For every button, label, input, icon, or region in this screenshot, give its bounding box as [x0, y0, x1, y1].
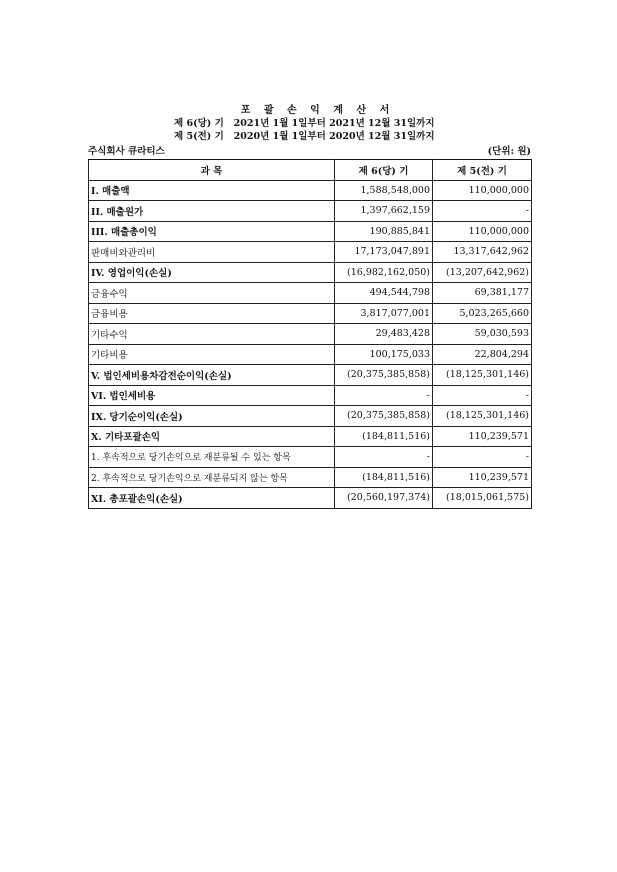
table-row — [89, 262, 532, 283]
row-prior-value: 59,030,593 — [433, 324, 532, 345]
table-row — [89, 180, 532, 201]
header-prior: 제 5(전) 기 — [433, 160, 532, 181]
table-row — [89, 406, 532, 427]
table-row — [89, 344, 532, 365]
row-item: VI. 법인세비용 — [89, 385, 335, 406]
row-current-value: 29,483,428 — [335, 324, 433, 345]
row-current-value: 494,544,798 — [335, 283, 433, 304]
period-current: 제 6(당) 기 2021년 1월 1일부터 2021년 12월 31일까지 — [174, 118, 435, 129]
row-current-value: 1,397,662,159 — [335, 201, 433, 222]
row-current-value: (184,811,516) — [335, 426, 433, 447]
table-row — [89, 283, 532, 304]
row-prior-value: 69,381,177 — [433, 283, 532, 304]
row-current-value: 3,817,077,001 — [335, 303, 433, 324]
row-current-value: (20,560,197,374) — [335, 488, 433, 509]
row-item: V. 법인세비용차감전순이익(손실) — [89, 365, 335, 386]
table-header-row — [89, 160, 532, 181]
row-item: 기타비용 — [89, 344, 335, 365]
row-current-value: (16,982,162,050) — [335, 262, 433, 283]
statement-title: 포 괄 손 익 계 산 서 — [240, 105, 395, 116]
row-current-value: 17,173,047,891 — [335, 242, 433, 263]
row-prior-value: 13,317,642,962 — [433, 242, 532, 263]
statement-document — [88, 104, 531, 509]
unit-label: (단위: 원) — [487, 146, 531, 157]
row-current-value: (20,375,385,858) — [335, 406, 433, 427]
row-prior-value: - — [433, 201, 532, 222]
row-prior-value: 110,239,571 — [433, 467, 532, 488]
company-name: 주식회사 큐라티스 — [88, 146, 165, 157]
row-prior-value: 22,804,294 — [433, 344, 532, 365]
row-current-value: 1,588,548,000 — [335, 180, 433, 201]
table-row — [89, 303, 532, 324]
row-item: I. 매출액 — [89, 180, 335, 201]
row-prior-value: 5,023,265,660 — [433, 303, 532, 324]
row-prior-value: (18,015,061,575) — [433, 488, 532, 509]
table-row — [89, 467, 532, 488]
row-item: II. 매출원가 — [89, 201, 335, 222]
table-row — [89, 385, 532, 406]
row-prior-value: 110,239,571 — [433, 426, 532, 447]
header-account: 과 목 — [89, 160, 335, 181]
table-row — [89, 324, 532, 345]
row-item: III. 매출총이익 — [89, 221, 335, 242]
row-prior-value: - — [433, 385, 532, 406]
row-current-value: 100,175,033 — [335, 344, 433, 365]
row-prior-value: (18,125,301,146) — [433, 365, 532, 386]
row-current-value: - — [335, 385, 433, 406]
row-prior-value: - — [433, 447, 532, 468]
row-prior-value: (18,125,301,146) — [433, 406, 532, 427]
table-row — [89, 221, 532, 242]
row-item: 금융수익 — [89, 283, 335, 304]
row-item: 기타수익 — [89, 324, 335, 345]
row-item: XI. 총포괄손익(손실) — [89, 488, 335, 509]
header-current: 제 6(당) 기 — [335, 160, 433, 181]
row-current-value: - — [335, 447, 433, 468]
table-row — [89, 365, 532, 386]
row-item: IX. 당기순이익(손실) — [89, 406, 335, 427]
table-row — [89, 242, 532, 263]
income-statement-table — [88, 159, 532, 509]
row-current-value: 190,885,841 — [335, 221, 433, 242]
row-item: 2. 후속적으로 당기손익으로 재분류되지 않는 항목 — [89, 467, 335, 488]
table-row — [89, 447, 532, 468]
row-item: X. 기타포괄손익 — [89, 426, 335, 447]
row-prior-value: (13,207,642,962) — [433, 262, 532, 283]
table-body — [89, 180, 532, 508]
row-item: 금융비용 — [89, 303, 335, 324]
period-prior: 제 5(전) 기 2020년 1월 1일부터 2020년 12월 31일까지 — [174, 131, 435, 142]
row-current-value: (20,375,385,858) — [335, 365, 433, 386]
row-prior-value: 110,000,000 — [433, 221, 532, 242]
table-row — [89, 426, 532, 447]
row-item: IV. 영업이익(손실) — [89, 262, 335, 283]
row-prior-value: 110,000,000 — [433, 180, 532, 201]
row-item: 1. 후속적으로 당기손익으로 재분류될 수 있는 항목 — [89, 447, 335, 468]
row-item: 판매비와관리비 — [89, 242, 335, 263]
row-current-value: (184,811,516) — [335, 467, 433, 488]
table-row — [89, 488, 532, 509]
table-row — [89, 201, 532, 222]
statement-meta — [88, 145, 531, 158]
